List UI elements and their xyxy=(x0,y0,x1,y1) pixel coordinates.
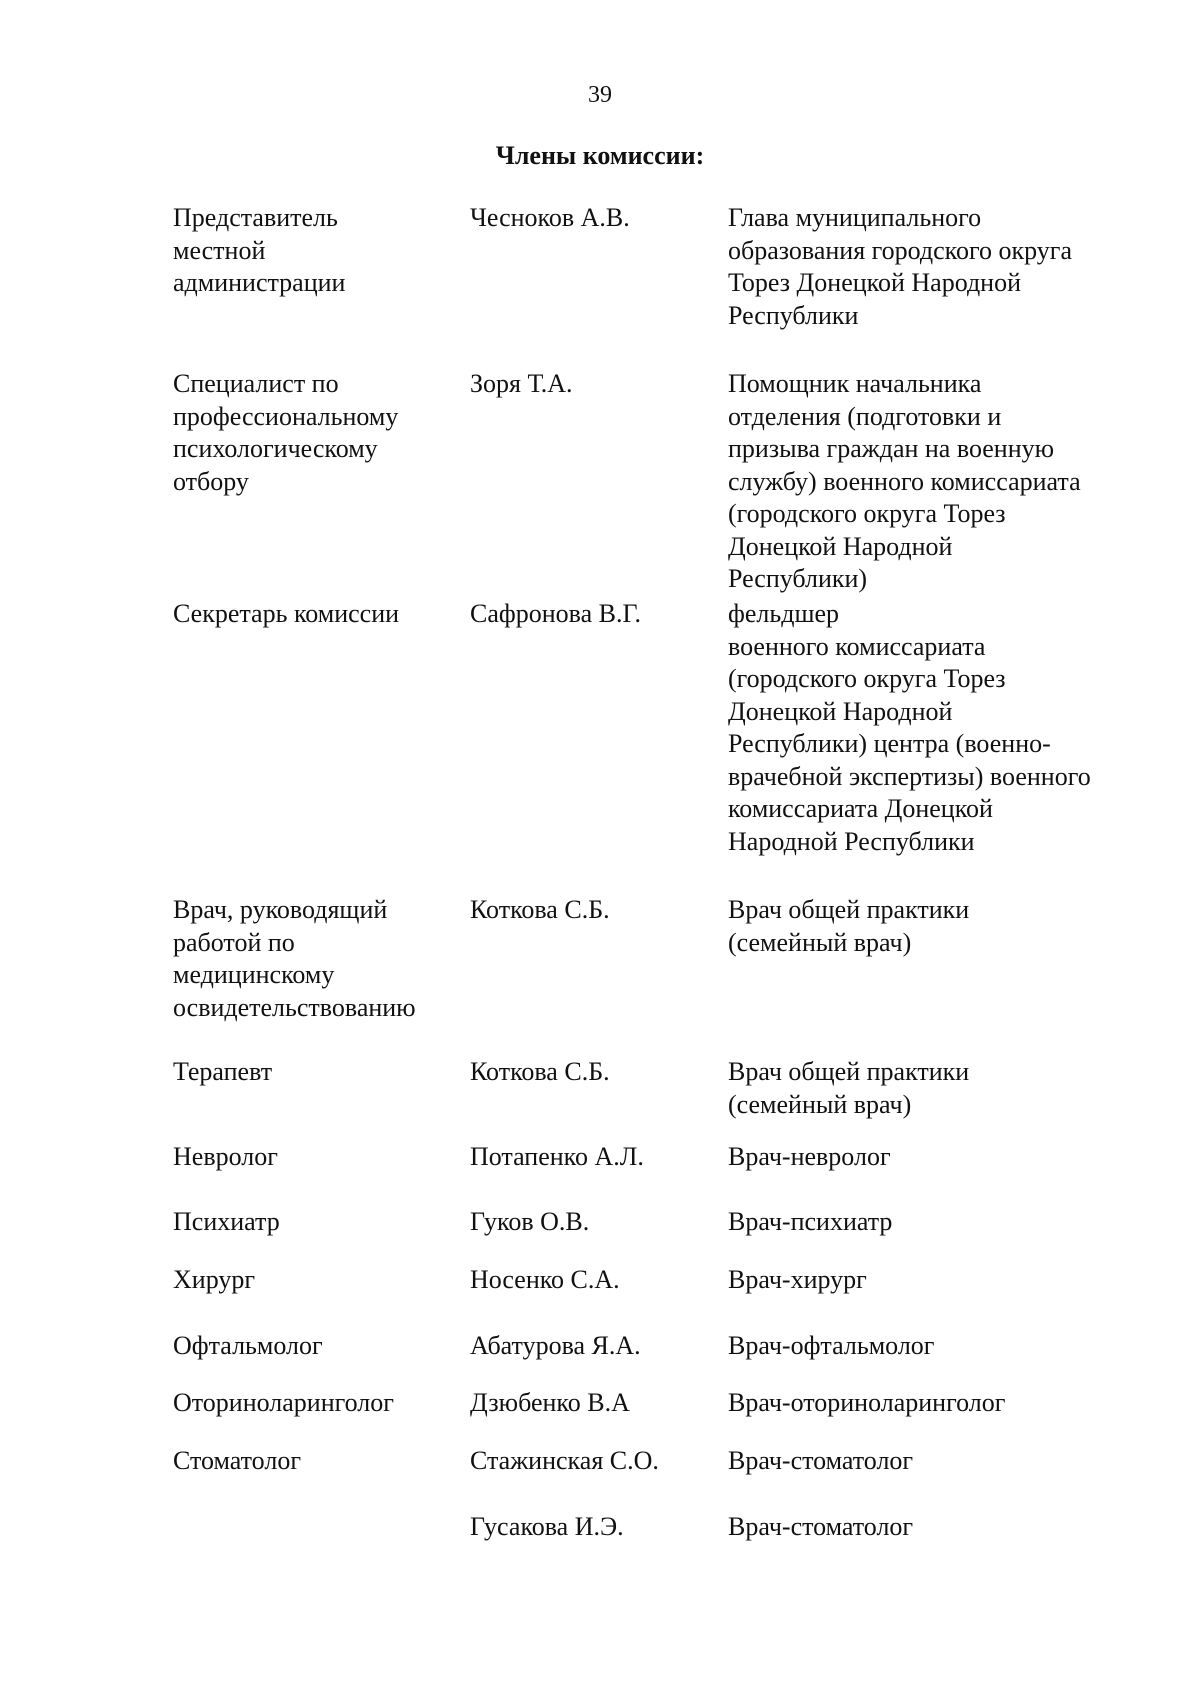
member-position: Помощник начальника отделения (подготовки и призыва граждан на военную службу) военного комиссариата (городского округа Торез Донецкой Народной Республики) xyxy=(728,369,1081,593)
member-position: Врач-стоматолог xyxy=(728,1446,914,1475)
member-position: Врач-оториноларинголог xyxy=(728,1388,1006,1417)
page-title: Члены комиссии: xyxy=(495,141,705,170)
member-position: фельдшер военного комиссариата (городского округа Торез Донецкой Народной Республики) центра (военно- врачебной экспертизы) военного комиссариата Донецкой Народной Республики xyxy=(728,599,1091,856)
member-role: Невролог xyxy=(173,1142,278,1171)
member-position: Врач-стоматолог xyxy=(728,1512,914,1541)
member-position: Врач-невролог xyxy=(728,1142,891,1171)
member-position: Глава муниципального образования городского округа Торез Донецкой Народной Республики xyxy=(728,203,1073,330)
member-position: Врач общей практики (семейный врач) xyxy=(728,895,970,957)
page-number: 39 xyxy=(588,82,612,108)
member-name: Носенко С.А. xyxy=(470,1265,620,1294)
member-role: Представитель местной администрации xyxy=(173,203,346,297)
member-name: Коткова С.Б. xyxy=(470,895,610,924)
member-name: Гусакова И.Э. xyxy=(470,1512,624,1541)
member-name: Сафронова В.Г. xyxy=(470,599,642,628)
member-role: Психиатр xyxy=(173,1207,280,1236)
member-name: Зоря Т.А. xyxy=(470,369,573,398)
member-role: Оториноларинголог xyxy=(173,1388,394,1417)
member-role: Терапевт xyxy=(173,1057,273,1086)
member-position: Врач-психиатр xyxy=(728,1207,893,1236)
member-name: Чесноков А.В. xyxy=(470,203,630,232)
member-position: Врач-офтальмолог xyxy=(728,1331,935,1360)
member-name: Дзюбенко В.А xyxy=(470,1388,630,1417)
member-name: Стажинская С.О. xyxy=(470,1446,659,1475)
member-role: Специалист по профессиональному психологическому отбору xyxy=(173,369,399,496)
member-name: Коткова С.Б. xyxy=(470,1057,610,1086)
member-position: Врач-хирург xyxy=(728,1265,867,1294)
member-name: Абатурова Я.А. xyxy=(470,1331,641,1360)
member-role: Хирург xyxy=(173,1265,256,1294)
member-role: Стоматолог xyxy=(173,1446,301,1475)
member-position: Врач общей практики (семейный врач) xyxy=(728,1057,970,1119)
member-name: Гуков О.В. xyxy=(470,1207,590,1236)
member-role: Офтальмолог xyxy=(173,1331,323,1360)
member-name: Потапенко А.Л. xyxy=(470,1142,644,1171)
member-role: Врач, руководящий работой по медицинскому освидетельствованию xyxy=(173,895,416,1022)
member-role: Секретарь комиссии xyxy=(173,599,400,628)
